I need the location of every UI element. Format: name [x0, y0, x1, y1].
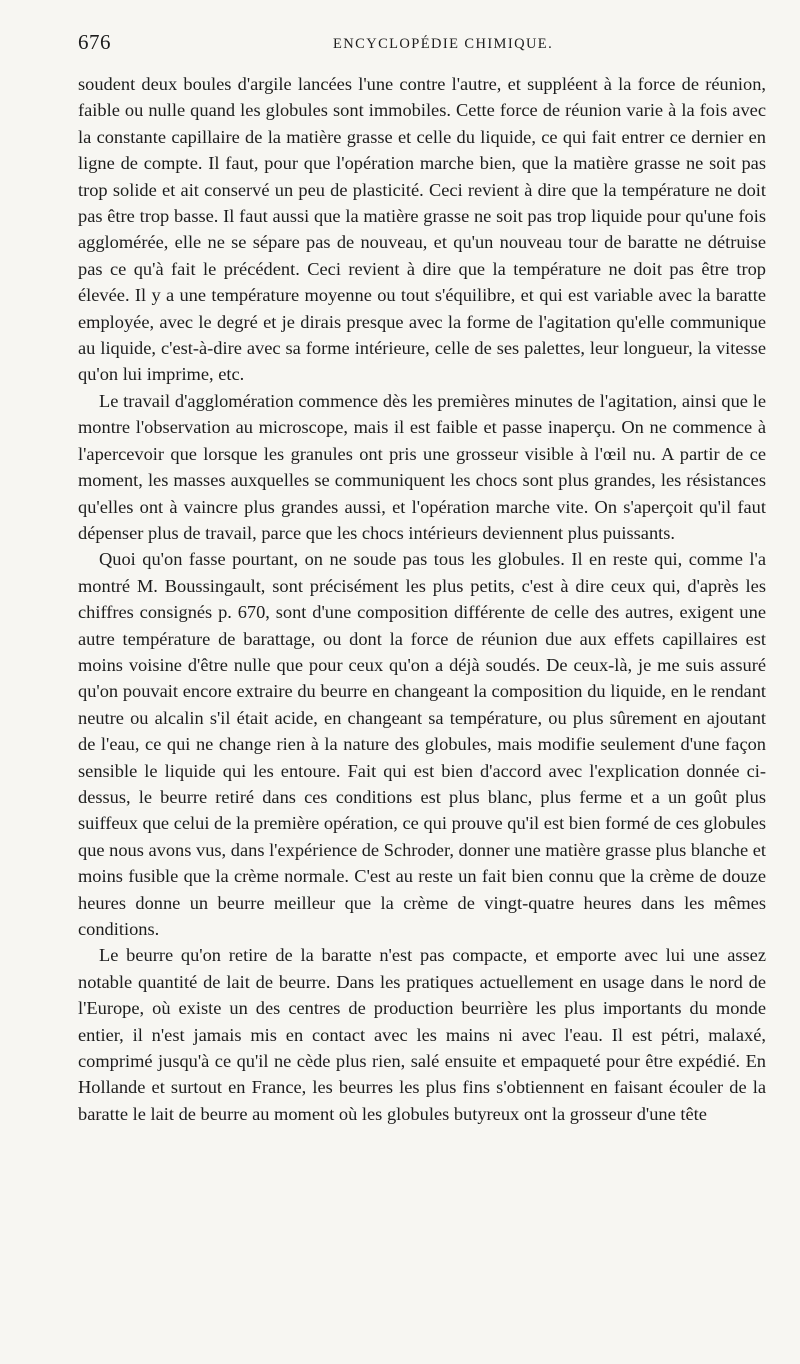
- paragraph-butter-extraction: Le beurre qu'on retire de la baratte n'est pas compacte, et emporte avec lui une assez notable quantité de lait de beurre. Dans les pratiques actuellement en usage dans le nord de l'Europe, où existe un des centres de production beurrière les plus importants du monde entier, il n'est jamais mis en contact avec les mains ni avec l'eau. Il est pétri, malaxé, comprimé jusqu'à ce qu'il ne cède plus rien, salé ensuite et empaqueté pour être expédié. En Hollande et surtout en France, les beurres les plus fins s'obtiennent en faisant écouler de la baratte le lait de beurre au moment où les globules butyreux ont la grosseur d'une tête: [78, 945, 766, 1124]
- paragraph-continued: soudent deux boules d'argile lancées l'une contre l'autre, et suppléent à la force de réunion, faible ou nulle quand les globules sont immobiles. Cette force de réunion varie à la fois avec la constante capillaire de la matière grasse et celle du liquide, ce qui fait entrer ce dernier en ligne de compte. Il faut, pour que l'opération marche bien, que la matière grasse ne soit pas trop solide et ait conservé un peu de plasticité. Ceci revient à dire que la température ne doit pas être trop basse. Il faut aussi que la matière grasse ne soit pas trop liquide pour qu'une fois agglomérée, elle ne se sépare pas de nouveau, et qu'un nouveau tour de baratte ne détruise pas ce qu'à fait le précédent. Ceci revient à dire que la température ne doit pas être trop élevée. Il y a une température moyenne ou tout s'équilibre, et qui est variable avec la baratte employée, avec le degré et je dirais presque avec la forme de l'agitation qu'elle communique au liquide, c'est-à-dire avec sa forme intérieure, celle de ses palettes, leur longueur, la vitesse qu'on lui imprime, etc.: [78, 74, 766, 385]
- body-text: [78, 71, 766, 1127]
- running-title: ENCYCLOPÉDIE CHIMIQUE.: [333, 36, 554, 52]
- paragraph-agglomeration: Le travail d'agglomération commence dès les premières minutes de l'agitation, ainsi que le montre l'observation au microscope, mais il est faible et passe inaperçu. On ne commence à l'apercevoir que lorsque les granules ont pris une grosseur visible à l'œil nu. A partir de ce moment, les masses auxquelles se communiquent les chocs sont plus grandes, les résistances qu'elles ont à vaincre plus grandes aussi, et l'opération marche vite. On s'aperçoit qu'il faut dépenser plus de travail, parce que les chocs intérieurs deviennent plus puissants.: [78, 390, 766, 543]
- page-number: 676: [78, 30, 111, 54]
- page-header: [78, 30, 760, 64]
- paragraph-globules: Quoi qu'on fasse pourtant, on ne soude pas tous les globules. Il en reste qui, comme l'a montré M. Boussingault, sont précisément les plus petits, c'est à dire ceux qui, d'après les chiffres consignés p. 670, sont d'une composition différente de celle des autres, exigent une autre température de barattage, ou dont la force de réunion due aux effets capillaires est moins voisine d'être nulle que pour ceux qu'on a déjà soudés. De ceux-là, je me suis assuré qu'on pouvait encore extraire du beurre en changeant la composition du liquide, en le rendant neutre ou alcalin s'il était acide, en changeant sa température, ou plus sûrement en ajoutant de l'eau, ce qui ne change rien à la nature des globules, mais modifie seulement d'une façon sensible le liquide qui les entoure. Fait qui est bien d'accord avec l'explication donnée ci-dessus, le beurre retiré dans ces conditions est plus blanc, plus ferme et a un goût plus suiffeux que celui de la première opération, ce qui prouve qu'il est bien formé de ces globules que nous avons vus, dans l'expérience de Schroder, donner une matière grasse plus blanche et moins fusible que la crème normale. C'est au reste un fait bien connu que la crème de douze heures donne un beurre meilleur que la crème de vingt-quatre heures dans les mêmes conditions.: [78, 549, 766, 939]
